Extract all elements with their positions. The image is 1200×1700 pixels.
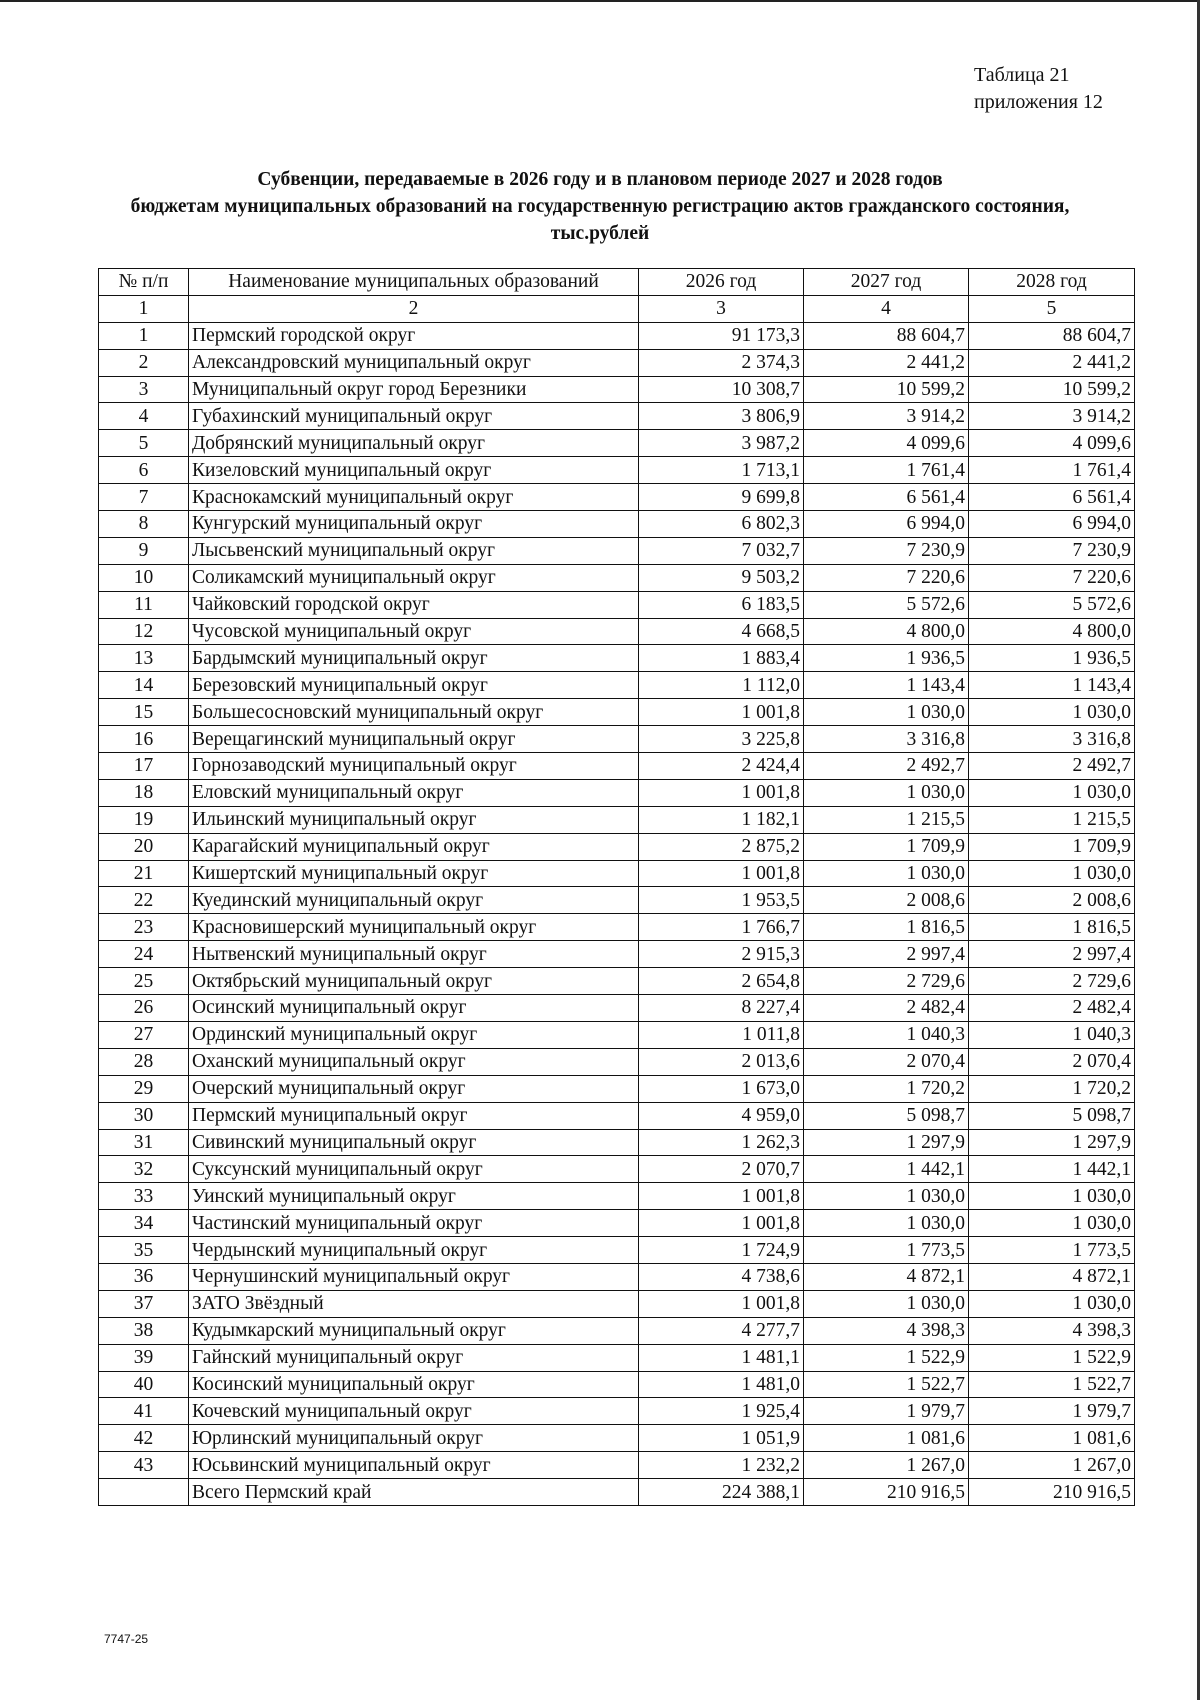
table-row (99, 457, 1135, 484)
value-2027: 1 081,6 (804, 1425, 969, 1452)
value-2028: 1 215,5 (969, 806, 1135, 833)
value-2026: 9 503,2 (639, 564, 804, 591)
value-2027: 1 030,0 (804, 779, 969, 806)
row-number: 28 (99, 1048, 189, 1075)
row-number: 4 (99, 403, 189, 430)
value-2027: 1 442,1 (804, 1156, 969, 1183)
row-number: 23 (99, 914, 189, 941)
municipality-name: Ильинский муниципальный округ (189, 806, 639, 833)
row-number: 39 (99, 1344, 189, 1371)
municipality-name: Уинский муниципальный округ (189, 1183, 639, 1210)
row-number: 22 (99, 887, 189, 914)
value-2026: 1 481,0 (639, 1371, 804, 1398)
column-number: 2 (189, 295, 639, 322)
table-row (99, 1156, 1135, 1183)
value-2027: 3 914,2 (804, 403, 969, 430)
row-number: 15 (99, 699, 189, 726)
municipality-name: Чернушинский муниципальный округ (189, 1263, 639, 1290)
value-2026: 2 654,8 (639, 968, 804, 995)
value-2028: 1 267,0 (969, 1452, 1135, 1479)
row-number: 31 (99, 1129, 189, 1156)
value-2028: 1 816,5 (969, 914, 1135, 941)
row-number: 36 (99, 1263, 189, 1290)
table-row (99, 1075, 1135, 1102)
municipality-name: Кунгурский муниципальный округ (189, 511, 639, 538)
table-row (99, 914, 1135, 941)
value-2028: 2 008,6 (969, 887, 1135, 914)
value-2026: 1 001,8 (639, 1290, 804, 1317)
value-2028: 10 599,2 (969, 376, 1135, 403)
value-2026: 1 925,4 (639, 1398, 804, 1425)
value-2027: 1 522,9 (804, 1344, 969, 1371)
value-2027: 3 316,8 (804, 726, 969, 753)
municipality-name: Лысьвенский муниципальный округ (189, 537, 639, 564)
municipality-name: ЗАТО Звёздный (189, 1290, 639, 1317)
value-2028: 2 997,4 (969, 941, 1135, 968)
col-header-2027: 2027 год (804, 269, 969, 296)
table-row (99, 887, 1135, 914)
value-2027: 7 230,9 (804, 537, 969, 564)
value-2028: 3 914,2 (969, 403, 1135, 430)
municipality-name: Гайнский муниципальный округ (189, 1344, 639, 1371)
table-row (99, 833, 1135, 860)
table-row (99, 806, 1135, 833)
value-2027: 2 997,4 (804, 941, 969, 968)
row-number: 2 (99, 349, 189, 376)
municipality-name: Кудымкарский муниципальный округ (189, 1317, 639, 1344)
municipality-name: Пермский городской округ (189, 322, 639, 349)
row-number: 16 (99, 726, 189, 753)
document-title (60, 166, 1140, 247)
table-row (99, 1344, 1135, 1371)
table-row (99, 672, 1135, 699)
municipality-name: Бардымский муниципальный округ (189, 645, 639, 672)
value-2026: 2 070,7 (639, 1156, 804, 1183)
appendix-number: приложения 12 (974, 91, 1103, 113)
value-2026: 2 915,3 (639, 941, 804, 968)
value-2028: 1 030,0 (969, 1290, 1135, 1317)
value-2028: 1 143,4 (969, 672, 1135, 699)
value-2026: 4 738,6 (639, 1263, 804, 1290)
total-row (99, 1479, 1135, 1506)
value-2026: 3 806,9 (639, 403, 804, 430)
municipality-name: Чайковский городской округ (189, 591, 639, 618)
municipality-name: Чердынский муниципальный округ (189, 1237, 639, 1264)
value-2026: 1 481,1 (639, 1344, 804, 1371)
table-number: Таблица 21 (974, 64, 1070, 86)
value-2028: 1 936,5 (969, 645, 1135, 672)
title-line-1: Субвенции, передаваемые в 2026 году и в плановом периоде 2027 и 2028 годов (257, 169, 943, 190)
value-2027: 1 720,2 (804, 1075, 969, 1102)
row-number: 37 (99, 1290, 189, 1317)
value-2027: 7 220,6 (804, 564, 969, 591)
table-row (99, 1398, 1135, 1425)
total-row-number (99, 1479, 189, 1506)
value-2026: 8 227,4 (639, 995, 804, 1022)
row-number: 14 (99, 672, 189, 699)
value-2028: 7 220,6 (969, 564, 1135, 591)
table-row (99, 779, 1135, 806)
value-2028: 1 297,9 (969, 1129, 1135, 1156)
subventions-table (98, 268, 1135, 1506)
value-2027: 5 098,7 (804, 1102, 969, 1129)
col-header-name: Наименование муниципальных образований (189, 269, 639, 296)
row-number: 18 (99, 779, 189, 806)
value-2028: 2 070,4 (969, 1048, 1135, 1075)
value-2027: 1 297,9 (804, 1129, 969, 1156)
value-2028: 5 098,7 (969, 1102, 1135, 1129)
value-2026: 1 262,3 (639, 1129, 804, 1156)
table-row (99, 1237, 1135, 1264)
value-2027: 1 979,7 (804, 1398, 969, 1425)
value-2028: 1 030,0 (969, 860, 1135, 887)
value-2027: 4 099,6 (804, 430, 969, 457)
value-2026: 3 225,8 (639, 726, 804, 753)
table-row (99, 726, 1135, 753)
value-2028: 1 522,7 (969, 1371, 1135, 1398)
table-row (99, 1183, 1135, 1210)
value-2028: 6 994,0 (969, 511, 1135, 538)
table-body (99, 322, 1135, 1478)
value-2028: 1 030,0 (969, 699, 1135, 726)
table-row (99, 1129, 1135, 1156)
col-header-number: № п/п (99, 269, 189, 296)
table-row (99, 1425, 1135, 1452)
value-2026: 1 182,1 (639, 806, 804, 833)
value-2026: 10 308,7 (639, 376, 804, 403)
value-2026: 9 699,8 (639, 484, 804, 511)
value-2027: 1 709,9 (804, 833, 969, 860)
municipality-name: Губахинский муниципальный округ (189, 403, 639, 430)
row-number: 3 (99, 376, 189, 403)
table-row (99, 1210, 1135, 1237)
table-row (99, 941, 1135, 968)
row-number: 41 (99, 1398, 189, 1425)
value-2026: 1 051,9 (639, 1425, 804, 1452)
row-number: 30 (99, 1102, 189, 1129)
row-number: 26 (99, 995, 189, 1022)
value-2028: 6 561,4 (969, 484, 1135, 511)
table-row (99, 1452, 1135, 1479)
municipality-name: Кочевский муниципальный округ (189, 1398, 639, 1425)
column-number-row (99, 295, 1135, 322)
value-2026: 1 953,5 (639, 887, 804, 914)
table-row (99, 564, 1135, 591)
row-number: 24 (99, 941, 189, 968)
value-2027: 1 030,0 (804, 1290, 969, 1317)
municipality-name: Березовский муниципальный округ (189, 672, 639, 699)
value-2027: 1 143,4 (804, 672, 969, 699)
table-row (99, 645, 1135, 672)
table-row (99, 699, 1135, 726)
value-2027: 1 040,3 (804, 1021, 969, 1048)
value-2026: 4 277,7 (639, 1317, 804, 1344)
value-2026: 2 374,3 (639, 349, 804, 376)
table-row (99, 618, 1135, 645)
value-2026: 4 959,0 (639, 1102, 804, 1129)
value-2026: 6 183,5 (639, 591, 804, 618)
value-2026: 1 001,8 (639, 699, 804, 726)
row-number: 42 (99, 1425, 189, 1452)
municipality-name: Осинский муниципальный округ (189, 995, 639, 1022)
table-row (99, 1371, 1135, 1398)
municipality-name: Пермский муниципальный округ (189, 1102, 639, 1129)
row-number: 38 (99, 1317, 189, 1344)
value-2027: 4 398,3 (804, 1317, 969, 1344)
municipality-name: Горнозаводский муниципальный округ (189, 753, 639, 780)
title-line-2: бюджетам муниципальных образований на государственную регистрацию актов гражданского состояния, (130, 196, 1070, 217)
value-2026: 4 668,5 (639, 618, 804, 645)
table-row (99, 1317, 1135, 1344)
municipality-name: Красновишерский муниципальный округ (189, 914, 639, 941)
total-2026: 224 388,1 (639, 1479, 804, 1506)
municipality-name: Верещагинский муниципальный округ (189, 726, 639, 753)
table-row (99, 1102, 1135, 1129)
value-2027: 6 561,4 (804, 484, 969, 511)
row-number: 35 (99, 1237, 189, 1264)
value-2028: 1 442,1 (969, 1156, 1135, 1183)
col-header-2028: 2028 год (969, 269, 1135, 296)
value-2027: 1 215,5 (804, 806, 969, 833)
table-row (99, 1263, 1135, 1290)
value-2026: 2 875,2 (639, 833, 804, 860)
row-number: 40 (99, 1371, 189, 1398)
municipality-name: Добрянский муниципальный округ (189, 430, 639, 457)
value-2027: 1 522,7 (804, 1371, 969, 1398)
municipality-name: Еловский муниципальный округ (189, 779, 639, 806)
value-2026: 1 766,7 (639, 914, 804, 941)
municipality-name: Частинский муниципальный округ (189, 1210, 639, 1237)
row-number: 21 (99, 860, 189, 887)
value-2028: 1 979,7 (969, 1398, 1135, 1425)
table-row (99, 511, 1135, 538)
value-2027: 4 800,0 (804, 618, 969, 645)
value-2026: 1 001,8 (639, 1183, 804, 1210)
value-2026: 2 013,6 (639, 1048, 804, 1075)
row-number: 5 (99, 430, 189, 457)
municipality-name: Карагайский муниципальный округ (189, 833, 639, 860)
table-row (99, 753, 1135, 780)
value-2028: 2 492,7 (969, 753, 1135, 780)
value-2027: 10 599,2 (804, 376, 969, 403)
value-2026: 1 112,0 (639, 672, 804, 699)
value-2028: 1 709,9 (969, 833, 1135, 860)
value-2027: 5 572,6 (804, 591, 969, 618)
value-2028: 1 720,2 (969, 1075, 1135, 1102)
value-2028: 3 316,8 (969, 726, 1135, 753)
value-2027: 88 604,7 (804, 322, 969, 349)
table-row (99, 322, 1135, 349)
municipality-name: Очерский муниципальный округ (189, 1075, 639, 1102)
value-2028: 4 398,3 (969, 1317, 1135, 1344)
value-2027: 1 816,5 (804, 914, 969, 941)
table-row (99, 860, 1135, 887)
row-number: 8 (99, 511, 189, 538)
value-2026: 1 724,9 (639, 1237, 804, 1264)
value-2027: 6 994,0 (804, 511, 969, 538)
value-2028: 5 572,6 (969, 591, 1135, 618)
municipality-name: Нытвенский муниципальный округ (189, 941, 639, 968)
row-number: 12 (99, 618, 189, 645)
row-number: 43 (99, 1452, 189, 1479)
row-number: 9 (99, 537, 189, 564)
total-2027: 210 916,5 (804, 1479, 969, 1506)
value-2028: 7 230,9 (969, 537, 1135, 564)
table-row (99, 430, 1135, 457)
value-2028: 2 482,4 (969, 995, 1135, 1022)
value-2027: 2 441,2 (804, 349, 969, 376)
municipality-name: Александровский муниципальный округ (189, 349, 639, 376)
value-2027: 1 936,5 (804, 645, 969, 672)
scan-border-top (0, 0, 1200, 2)
municipality-name: Кизеловский муниципальный округ (189, 457, 639, 484)
row-number: 32 (99, 1156, 189, 1183)
value-2028: 88 604,7 (969, 322, 1135, 349)
table-row (99, 403, 1135, 430)
value-2028: 1 040,3 (969, 1021, 1135, 1048)
value-2027: 2 729,6 (804, 968, 969, 995)
value-2028: 2 729,6 (969, 968, 1135, 995)
value-2027: 2 492,7 (804, 753, 969, 780)
value-2027: 4 872,1 (804, 1263, 969, 1290)
row-number: 13 (99, 645, 189, 672)
value-2026: 6 802,3 (639, 511, 804, 538)
municipality-name: Косинский муниципальный округ (189, 1371, 639, 1398)
row-number: 27 (99, 1021, 189, 1048)
row-number: 6 (99, 457, 189, 484)
value-2028: 1 081,6 (969, 1425, 1135, 1452)
value-2027: 2 482,4 (804, 995, 969, 1022)
column-number: 5 (969, 295, 1135, 322)
value-2026: 1 011,8 (639, 1021, 804, 1048)
document-code: 7747-25 (104, 1632, 149, 1646)
total-row-label: Всего Пермский край (189, 1479, 639, 1506)
table-header-row (99, 269, 1135, 296)
table-row (99, 349, 1135, 376)
total-2028: 210 916,5 (969, 1479, 1135, 1506)
value-2027: 1 267,0 (804, 1452, 969, 1479)
row-number: 33 (99, 1183, 189, 1210)
value-2026: 1 001,8 (639, 860, 804, 887)
value-2028: 1 773,5 (969, 1237, 1135, 1264)
row-number: 10 (99, 564, 189, 591)
row-number: 1 (99, 322, 189, 349)
table-row (99, 591, 1135, 618)
value-2028: 2 441,2 (969, 349, 1135, 376)
table-row (99, 484, 1135, 511)
column-number: 1 (99, 295, 189, 322)
table-row (99, 968, 1135, 995)
municipality-name: Соликамский муниципальный округ (189, 564, 639, 591)
row-number: 29 (99, 1075, 189, 1102)
value-2026: 1 713,1 (639, 457, 804, 484)
value-2026: 1 883,4 (639, 645, 804, 672)
value-2027: 2 070,4 (804, 1048, 969, 1075)
value-2028: 1 761,4 (969, 457, 1135, 484)
municipality-name: Чусовской муниципальный округ (189, 618, 639, 645)
value-2028: 4 872,1 (969, 1263, 1135, 1290)
value-2028: 4 800,0 (969, 618, 1135, 645)
column-number: 4 (804, 295, 969, 322)
municipality-name: Кишертский муниципальный округ (189, 860, 639, 887)
row-number: 19 (99, 806, 189, 833)
value-2028: 4 099,6 (969, 430, 1135, 457)
row-number: 25 (99, 968, 189, 995)
table-row (99, 376, 1135, 403)
value-2026: 1 673,0 (639, 1075, 804, 1102)
municipality-name: Суксунский муниципальный округ (189, 1156, 639, 1183)
municipality-name: Юсьвинский муниципальный округ (189, 1452, 639, 1479)
value-2028: 1 030,0 (969, 1183, 1135, 1210)
row-number: 34 (99, 1210, 189, 1237)
table-row (99, 1021, 1135, 1048)
value-2027: 1 773,5 (804, 1237, 969, 1264)
title-line-3: тыс.рублей (550, 223, 650, 244)
value-2027: 1 030,0 (804, 1183, 969, 1210)
municipality-name: Оханский муниципальный округ (189, 1048, 639, 1075)
value-2026: 7 032,7 (639, 537, 804, 564)
table-row (99, 537, 1135, 564)
value-2028: 1 030,0 (969, 779, 1135, 806)
value-2027: 1 030,0 (804, 860, 969, 887)
value-2026: 1 001,8 (639, 1210, 804, 1237)
table-row (99, 995, 1135, 1022)
value-2027: 1 761,4 (804, 457, 969, 484)
row-number: 20 (99, 833, 189, 860)
value-2026: 1 232,2 (639, 1452, 804, 1479)
municipality-name: Муниципальный округ город Березники (189, 376, 639, 403)
municipality-name: Куединский муниципальный округ (189, 887, 639, 914)
table-reference (974, 62, 1103, 116)
value-2027: 1 030,0 (804, 699, 969, 726)
municipality-name: Краснокамский муниципальный округ (189, 484, 639, 511)
value-2028: 1 030,0 (969, 1210, 1135, 1237)
col-header-2026: 2026 год (639, 269, 804, 296)
row-number: 7 (99, 484, 189, 511)
value-2028: 1 522,9 (969, 1344, 1135, 1371)
table-row (99, 1290, 1135, 1317)
value-2026: 2 424,4 (639, 753, 804, 780)
value-2027: 2 008,6 (804, 887, 969, 914)
value-2027: 1 030,0 (804, 1210, 969, 1237)
value-2026: 1 001,8 (639, 779, 804, 806)
municipality-name: Ординский муниципальный округ (189, 1021, 639, 1048)
value-2026: 91 173,3 (639, 322, 804, 349)
municipality-name: Сивинский муниципальный округ (189, 1129, 639, 1156)
municipality-name: Октябрьский муниципальный округ (189, 968, 639, 995)
table-row (99, 1048, 1135, 1075)
row-number: 17 (99, 753, 189, 780)
column-number: 3 (639, 295, 804, 322)
municipality-name: Юрлинский муниципальный округ (189, 1425, 639, 1452)
row-number: 11 (99, 591, 189, 618)
value-2026: 3 987,2 (639, 430, 804, 457)
municipality-name: Большесосновский муниципальный округ (189, 699, 639, 726)
